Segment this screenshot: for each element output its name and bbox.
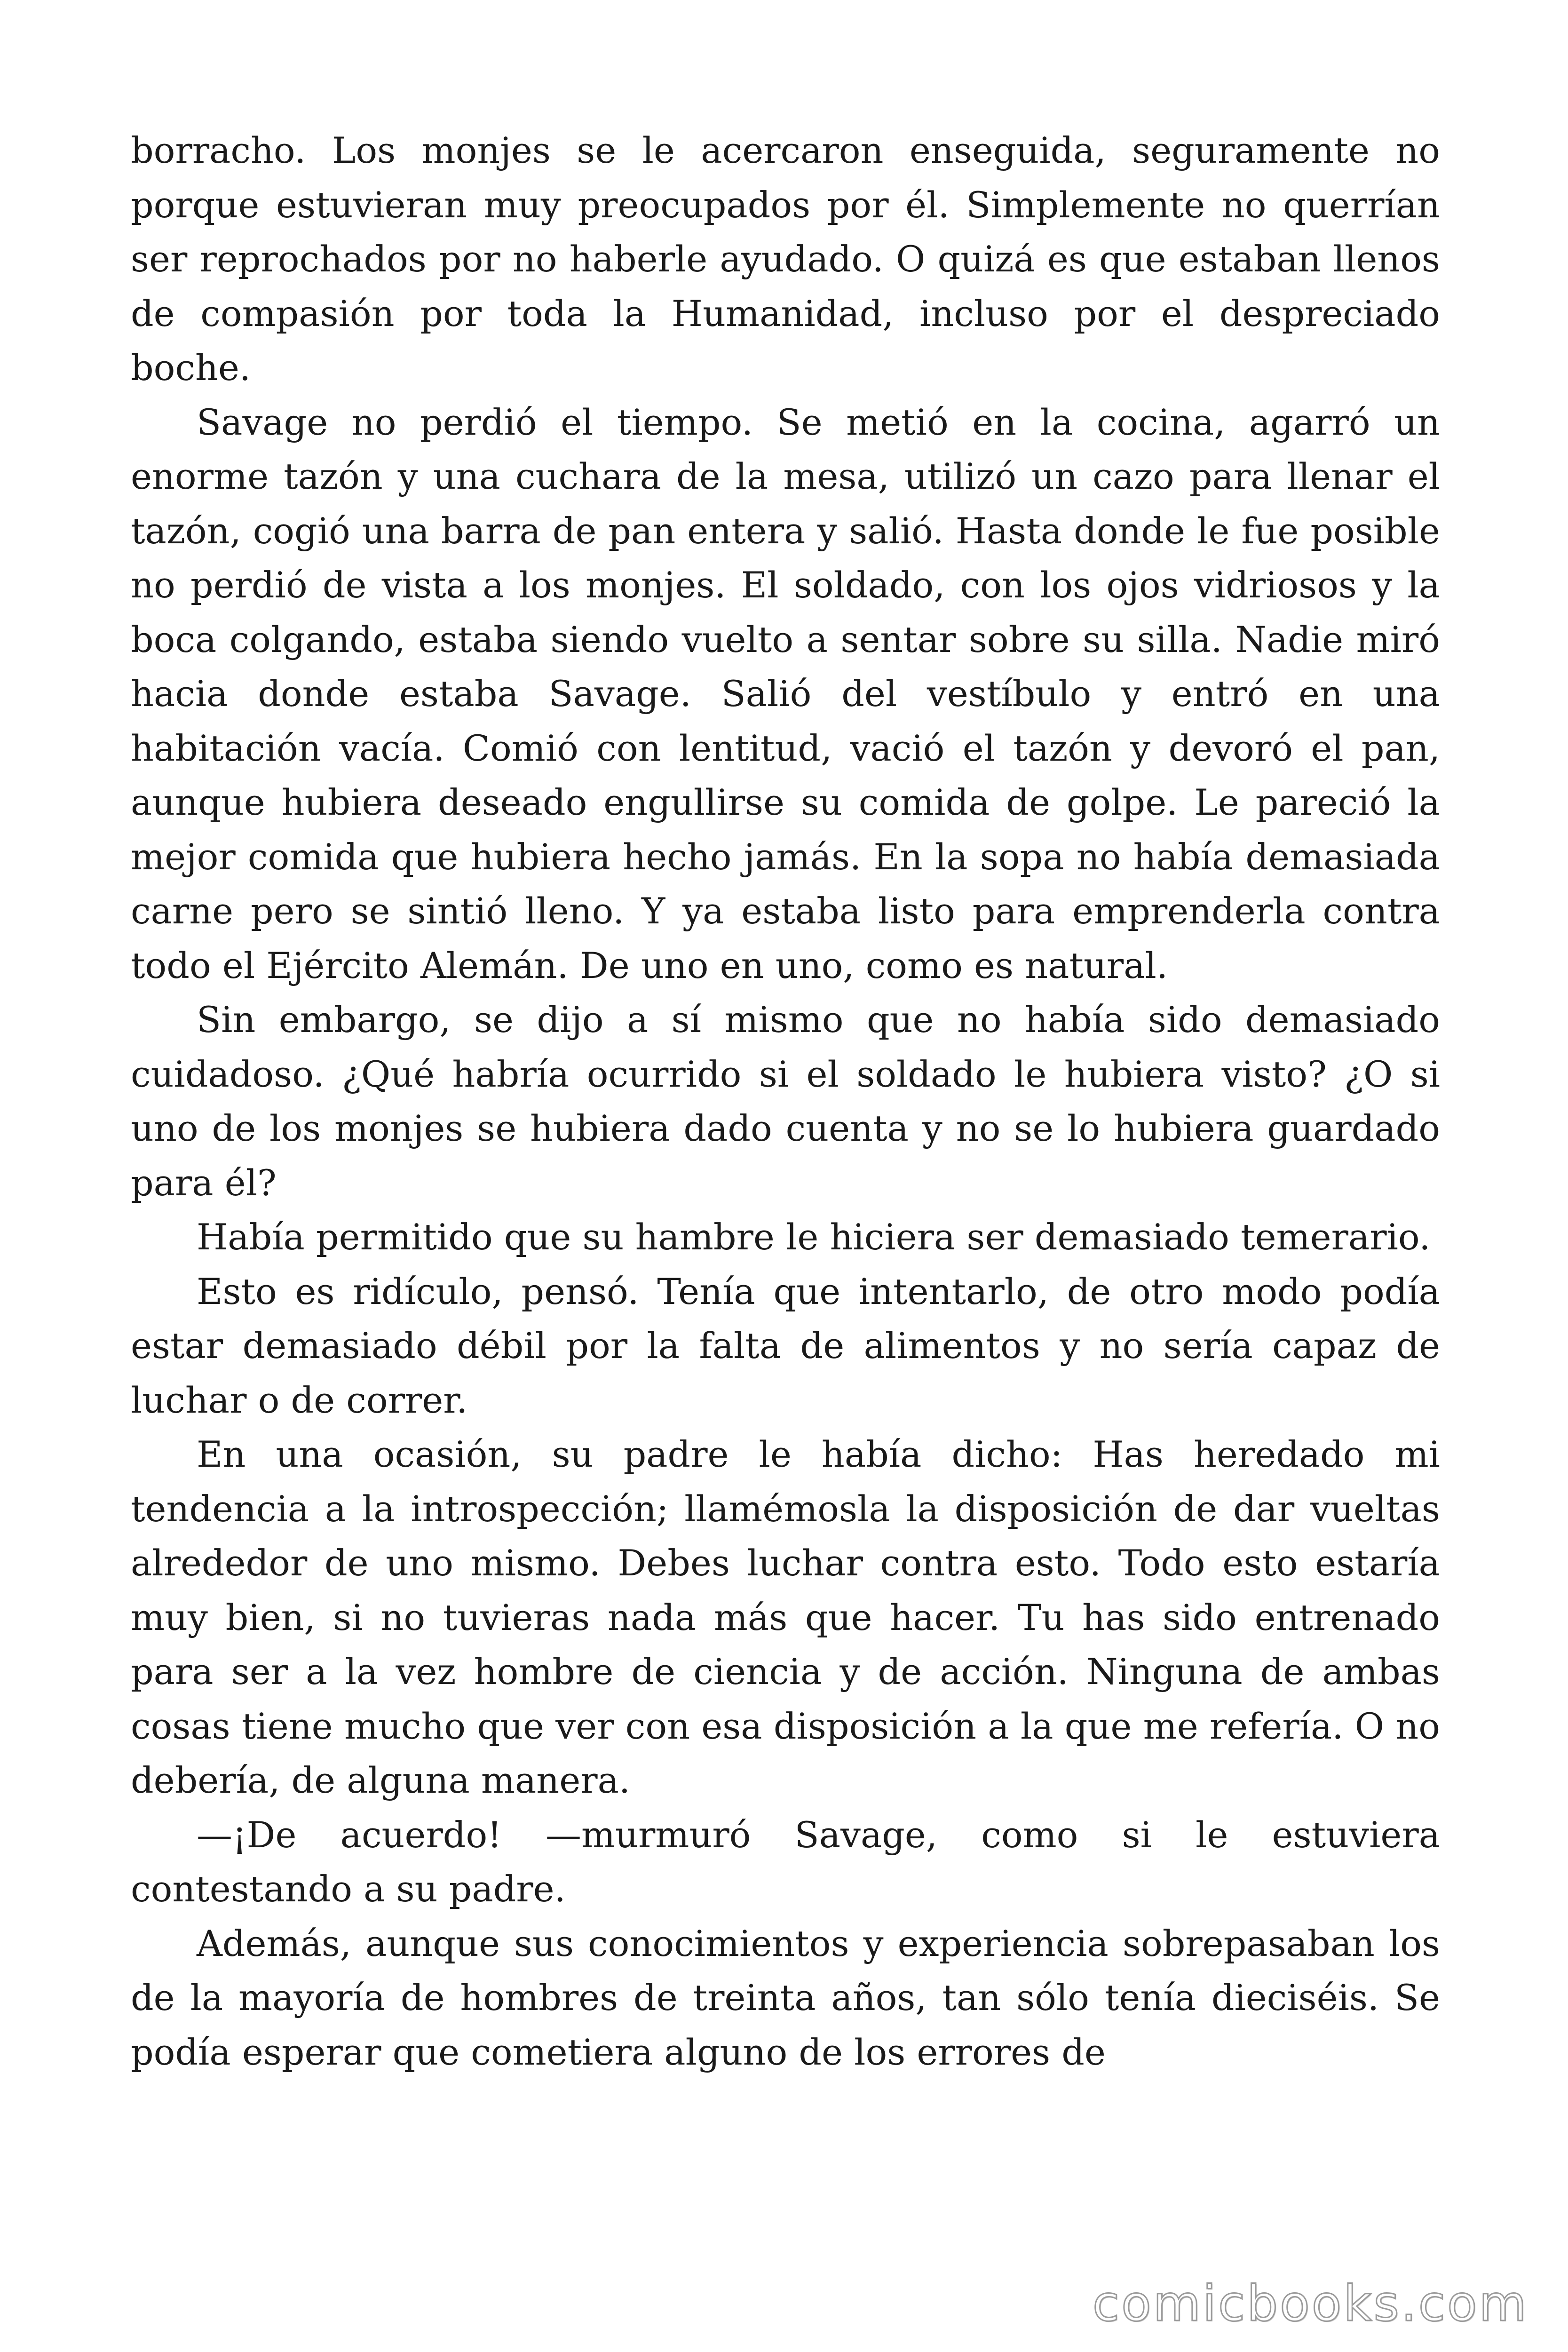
paragraph-4: Había permitido que su hambre le hiciera ser demasiado temerario. — [197, 1216, 1431, 1258]
book-page-text — [131, 123, 1440, 2079]
paragraph-8: Además, aunque sus conocimientos y experiencia sobrepasaban los de la mayoría de hombres de treinta años, tan sólo tenía dieciséis. Se podía esperar que cometiera alguno de los errores de — [131, 1922, 1440, 2073]
paragraph-6: En una ocasión, su padre le había dicho: Has heredado mi tendencia a la introspección; llamémosla la disposición de dar vueltas alrededor de uno mismo. Debes luchar contra esto. Todo esto estaría muy bien, si no tuvieras nada más que hacer. Tu has sido entrenado para ser a la vez hombre de ciencia y de acción. Ninguna de ambas cosas tiene mucho que ver con esa disposición a la que me refería. O no debería, de alguna manera. — [131, 1433, 1440, 1801]
paragraph-1: borracho. Los monjes se le acercaron enseguida, seguramente no porque estuvieran muy preocupados por él. Simplemente no querrían ser reprochados por no haberle ayudado. O quizá es que estaban llenos de compasión por toda la Humanidad, incluso por el despreciado boche. — [131, 129, 1440, 389]
paragraph-3: Sin embargo, se dijo a sí mismo que no había sido demasiado cuidadoso. ¿Qué habría ocurrido si el soldado le hubiera visto? ¿O si uno de los monjes se hubiera dado cuenta y no se lo hubiera guardado para él? — [131, 999, 1440, 1204]
paragraph-5: Esto es ridículo, pensó. Tenía que intentarlo, de otro modo podía estar demasiado débil por la falta de alimentos y no sería capaz de luchar o de correr. — [131, 1270, 1440, 1421]
paragraph-7: —¡De acuerdo! —murmuró Savage, como si le estuviera contestando a su padre. — [131, 1813, 1440, 1910]
watermark: comicbooks.com — [1092, 2275, 1528, 2332]
paragraph-2: Savage no perdió el tiempo. Se metió en la cocina, agarró un enorme tazón y una cuchara de la mesa, utilizó un cazo para llenar el tazón, cogió una barra de pan entera y salió. Hasta donde le fue posible no perdió de vista a los monjes. El soldado, con los ojos vidriosos y la boca colgando, estaba siendo vuelto a sentar sobre su silla. Nadie miró hacia donde estaba Savage. Salió del vestíbulo y entró en una habitación vacía. Comió con lentitud, vació el tazón y devoró el pan, aunque hubiera deseado engullirse su comida de golpe. Le pareció la mejor comida que hubiera hecho jamás. En la sopa no había demasiada carne pero se sintió lleno. Y ya estaba listo para emprenderla contra todo el Ejército Alemán. De uno en uno, como es natural. — [131, 401, 1440, 986]
